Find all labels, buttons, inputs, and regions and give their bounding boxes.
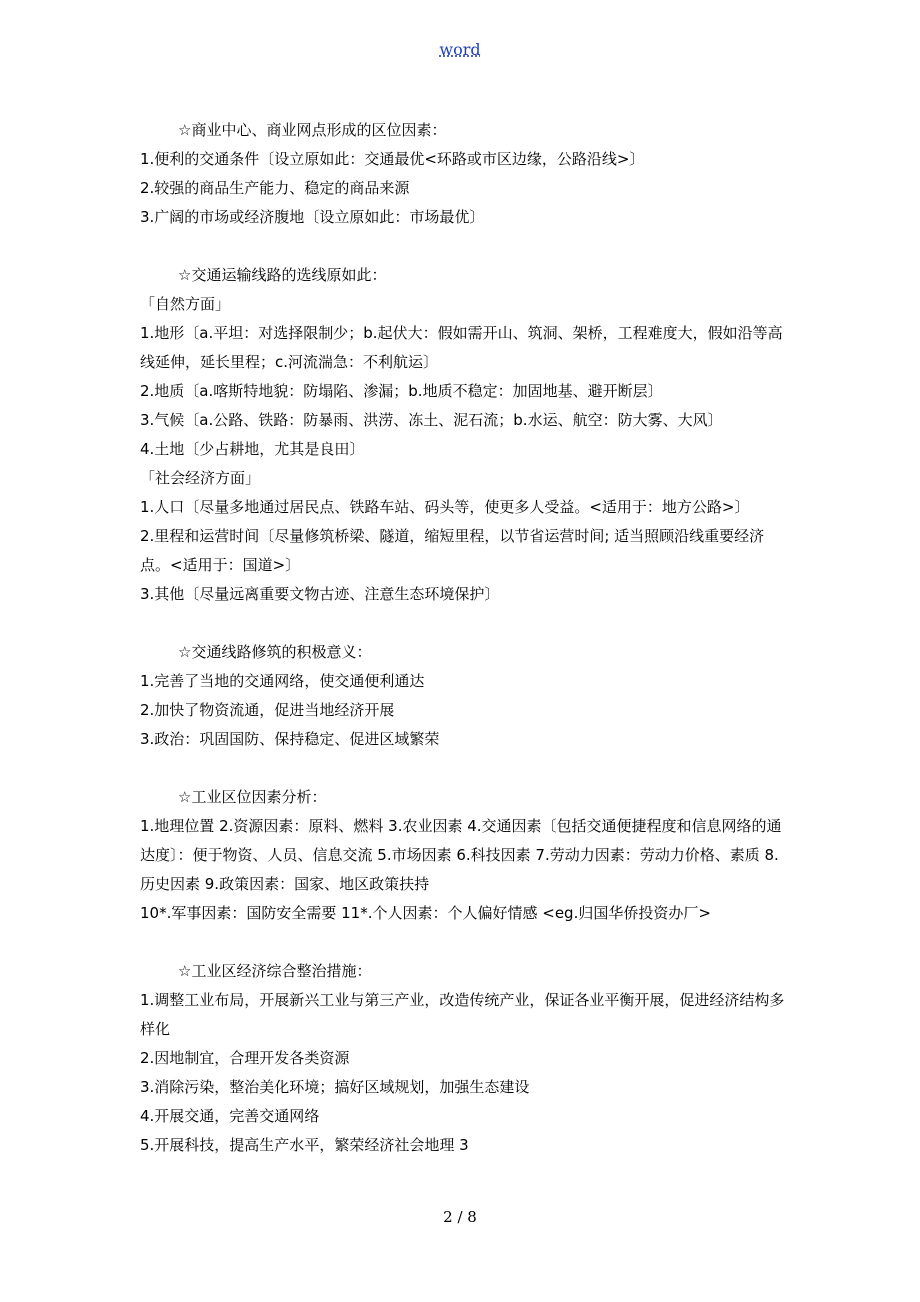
list-item: 2.较强的商品生产能力、稳定的商品来源 xyxy=(140,179,410,197)
list-item: 2.加快了物资流通，促进当地经济开展 xyxy=(140,701,395,719)
page-header-link[interactable]: word xyxy=(439,40,481,59)
list-item: 1.地理位置 2.资源因素：原料、燃料 3.农业因素 4.交通因素〔包括交通便捷程度和信息网络的通达度〕：便于物资、人员、信息交流 5.市场因素 6.科技因素 7.劳动力因素：劳动力价格、素质 8.历史因素 9.政策因素：国家、地区政策扶持 xyxy=(140,817,782,893)
section-transport-route-principles xyxy=(140,261,788,609)
list-item: 1.完善了当地的交通网络，使交通便利通达 xyxy=(140,672,425,690)
list-item: 3.消除污染，整治美化环境；搞好区域规划，加强生态建设 xyxy=(140,1078,530,1096)
list-item: 2.里程和运营时间〔尽量修筑桥梁、隧道，缩短里程，以节省运营时间; 适当照顾沿线重要经济点。<适用于：国道>〕 xyxy=(140,527,765,574)
list-item: 1.调整工业布局，开展新兴工业与第三产业，改造传统产业，保证各业平衡开展，促进经济结构多样化 xyxy=(140,991,785,1038)
subheading-natural: 「自然方面」 xyxy=(140,295,231,313)
section-title: ☆商业中心、商业网点形成的区位因素： xyxy=(178,121,447,139)
list-item: 1.人口〔尽量多地通过居民点、铁路车站、码头等，使更多人受益。<适用于：地方公路>〕 xyxy=(140,498,750,516)
list-item: 3.其他〔尽量远离重要文物古迹、注意生态环境保护〕 xyxy=(140,585,500,603)
document-body xyxy=(140,116,788,1160)
list-item: 10*.军事因素：国防安全需要 11*.个人因素：个人偏好情感 <eg.归国华侨投资办厂> xyxy=(140,904,711,922)
list-item: 4.开展交通，完善交通网络 xyxy=(140,1107,320,1125)
section-industrial-location-factors xyxy=(140,783,788,928)
section-title: ☆工业区位因素分析： xyxy=(178,788,327,806)
section-title: ☆工业区经济综合整治措施： xyxy=(178,962,372,980)
section-title: ☆交通运输线路的选线原如此： xyxy=(178,266,387,284)
list-item: 1.地形〔a.平坦：对选择限制少；b.起伏大：假如需开山、筑洞、架桥，工程难度大，假如沿等高线延伸，延长里程；c.河流湍急：不利航运〕 xyxy=(140,324,783,371)
list-item: 3.气候〔a.公路、铁路：防暴雨、洪涝、冻土、泥石流；b.水运、航空：防大雾、大风〕 xyxy=(140,411,723,429)
list-item: 3.广阔的市场或经济腹地〔设立原如此：市场最优〕 xyxy=(140,208,485,226)
list-item: 2.因地制宜，合理开发各类资源 xyxy=(140,1049,350,1067)
section-industrial-rectification xyxy=(140,957,788,1160)
list-item: 2.地质〔a.喀斯特地貌：防塌陷、渗漏；b.地质不稳定：加固地基、避开断层〕 xyxy=(140,382,663,400)
list-item: 1.便利的交通条件〔设立原如此：交通最优<环路或市区边缘，公路沿线>〕 xyxy=(140,150,645,168)
page-number: 2 / 8 xyxy=(443,1208,477,1226)
section-transport-significance xyxy=(140,638,788,754)
subheading-socioeconomic: 「社会经济方面」 xyxy=(140,469,261,487)
section-commercial-location xyxy=(140,116,788,232)
list-item: 4.土地〔少占耕地，尤其是良田〕 xyxy=(140,440,365,458)
list-item: 3.政治：巩固国防、保持稳定、促进区域繁荣 xyxy=(140,730,440,748)
list-item: 5.开展科技，提高生产水平，繁荣经济社会地理 3 xyxy=(140,1136,469,1154)
section-title: ☆交通线路修筑的积极意义： xyxy=(178,643,372,661)
